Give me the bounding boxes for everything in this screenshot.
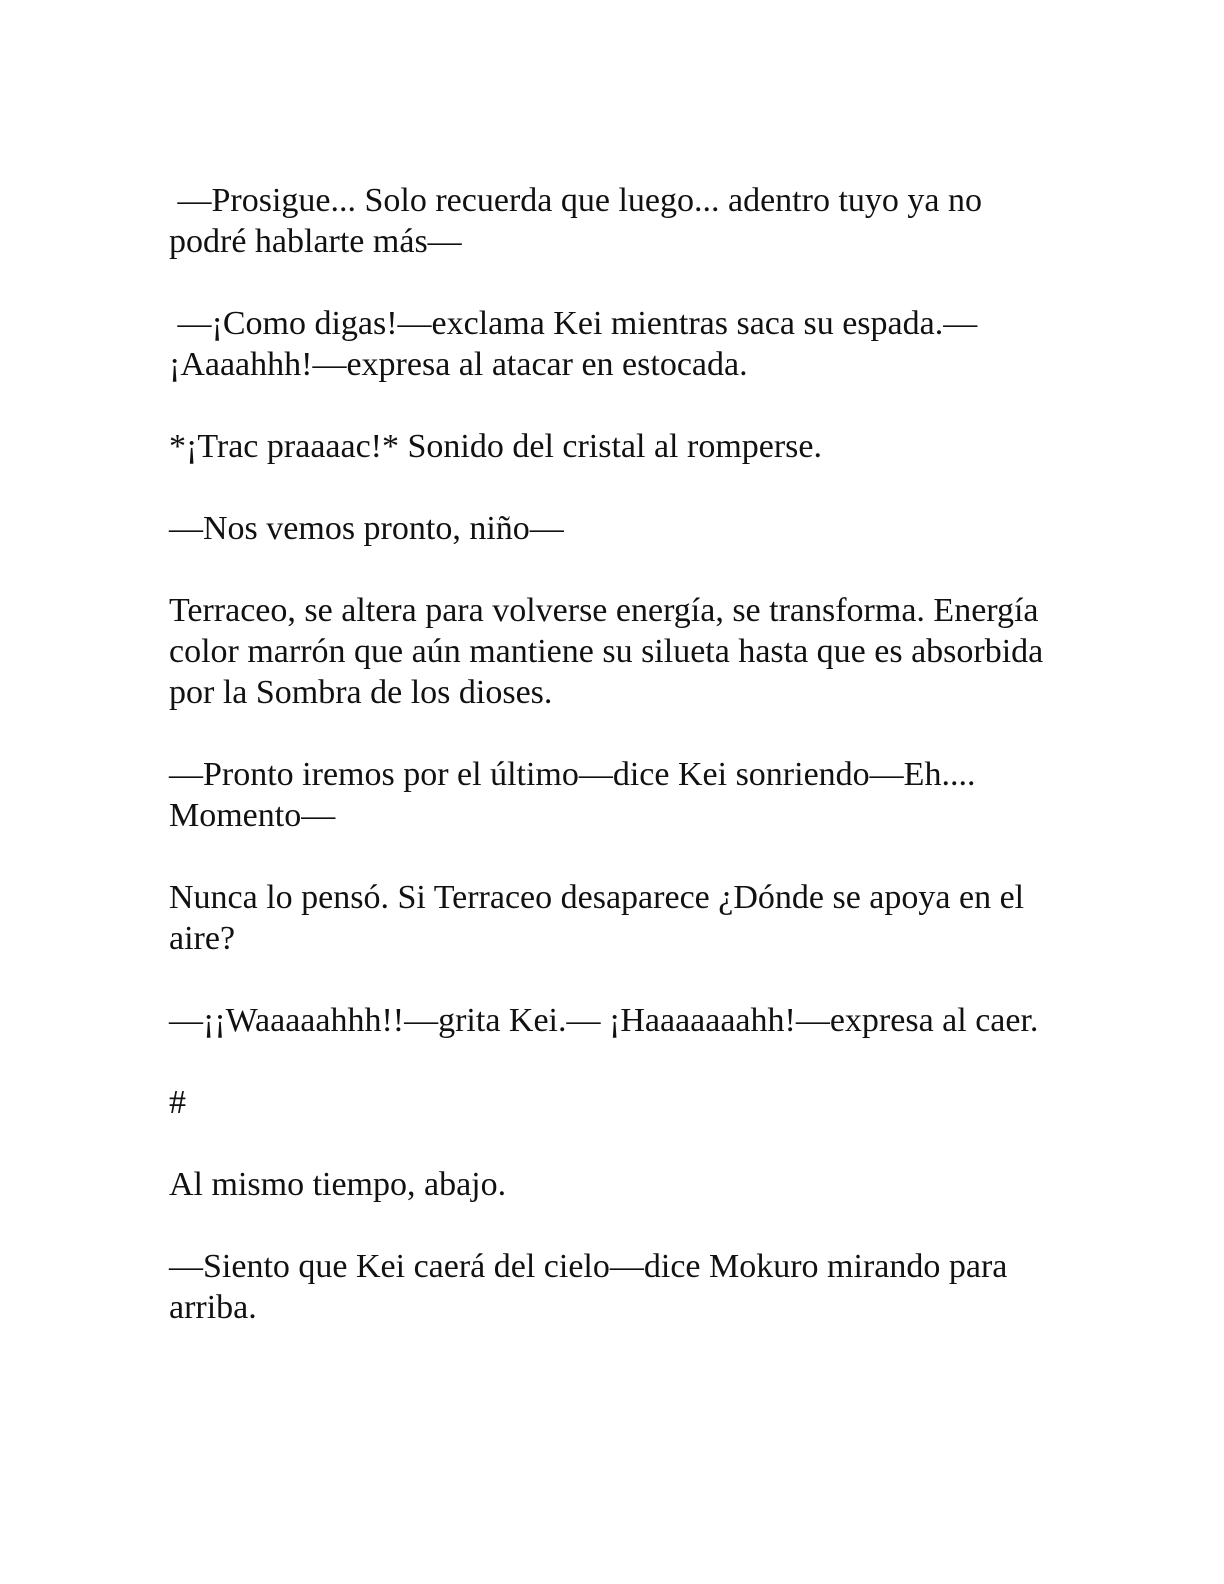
paragraph: —Siento que Kei caerá del cielo—dice Mokuro mirando para arriba. [169, 1248, 1016, 1326]
paragraph: —Prosigue... Solo recuerda que luego... adentro tuyo ya no podré hablarte más— [169, 182, 991, 260]
body-text [169, 180, 1052, 1369]
paragraph: Al mismo tiempo, abajo. [169, 1166, 507, 1203]
paragraph: —¡Como digas!—exclama Kei mientras saca su espada.—¡Aaaahhh!—expresa al atacar en estocada. [169, 305, 978, 383]
paragraph: —¡¡Waaaaahhh!!—grita Kei.— ¡Haaaaaaahh!—expresa al caer. [169, 1002, 1039, 1039]
paragraph: —Pronto iremos por el último—dice Kei sonriendo—Eh.... Momento— [169, 756, 984, 834]
paragraph: *¡Trac praaaac!* Sonido del cristal al romperse. [169, 428, 823, 465]
paragraph: Nunca lo pensó. Si Terraceo desaparece ¿Dónde se apoya en el aire? [169, 879, 1033, 957]
scene-break: # [169, 1084, 186, 1121]
paragraph: —Nos vemos pronto, niño— [169, 510, 564, 547]
paragraph: Terraceo, se altera para volverse energía, se transforma. Energía color marrón que aún mantiene su silueta hasta que es absorbida por la Sombra de los dioses. [169, 592, 1052, 711]
